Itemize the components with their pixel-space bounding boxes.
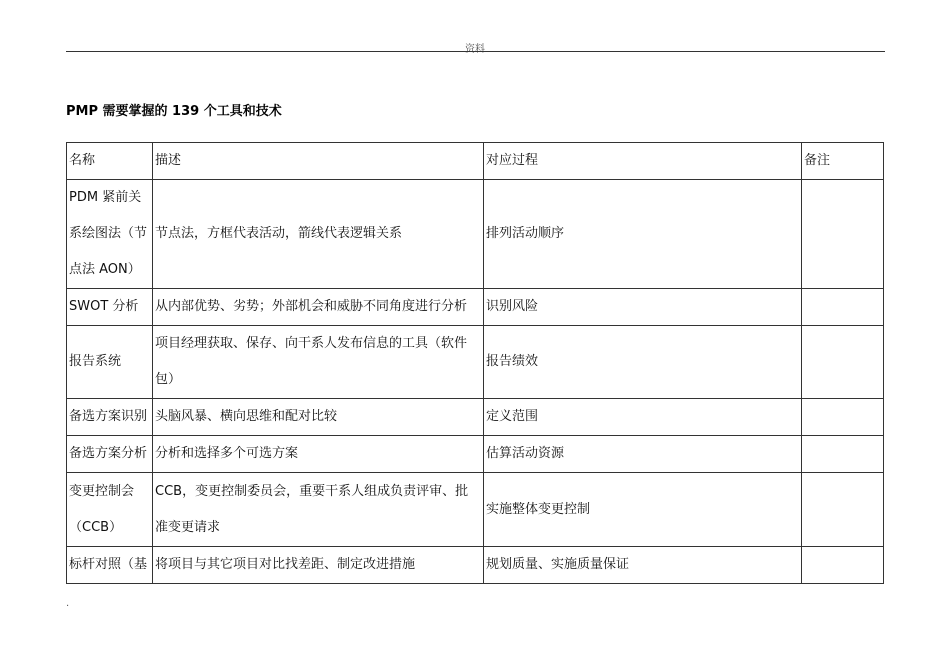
table-row	[67, 547, 884, 584]
cell-note	[802, 436, 884, 473]
table-row	[67, 436, 884, 473]
cell-note	[802, 399, 884, 436]
footer-mark: .	[66, 598, 70, 609]
table-row	[67, 399, 884, 436]
table-row	[67, 180, 884, 289]
cell-description: CCB，变更控制委员会，重要干系人组成负责评审、批准变更请求	[153, 473, 484, 547]
page-header: 资料	[465, 44, 485, 55]
cell-name: SWOT 分析	[67, 289, 153, 326]
column-header-process: 对应过程	[484, 143, 802, 180]
column-header-name: 名称	[67, 143, 153, 180]
table-header-row	[67, 143, 884, 180]
table-row	[67, 326, 884, 399]
cell-description: 分析和选择多个可选方案	[153, 436, 484, 473]
cell-description: 从内部优势、劣势；外部机会和威胁不同角度进行分析	[153, 289, 484, 326]
tools-table	[66, 142, 884, 584]
cell-note	[802, 473, 884, 547]
cell-note	[802, 289, 884, 326]
column-header-description: 描述	[153, 143, 484, 180]
cell-process: 排列活动顺序	[484, 180, 802, 289]
cell-name: 备选方案分析	[67, 436, 153, 473]
cell-process: 估算活动资源	[484, 436, 802, 473]
cell-name: 变更控制会（CCB）	[67, 473, 153, 547]
cell-process: 规划质量、实施质量保证	[484, 547, 802, 584]
document-title: PMP 需要掌握的 139 个工具和技术	[66, 104, 282, 119]
cell-note	[802, 180, 884, 289]
cell-process: 识别风险	[484, 289, 802, 326]
cell-description: 将项目与其它项目对比找差距、制定改进措施	[153, 547, 484, 584]
cell-note	[802, 547, 884, 584]
column-header-note: 备注	[802, 143, 884, 180]
cell-name: 报告系统	[67, 326, 153, 399]
cell-process: 实施整体变更控制	[484, 473, 802, 547]
cell-description: 项目经理获取、保存、向干系人发布信息的工具（软件包）	[153, 326, 484, 399]
header-rule	[66, 51, 885, 52]
cell-description: 头脑风暴、横向思维和配对比较	[153, 399, 484, 436]
cell-process: 报告绩效	[484, 326, 802, 399]
table-row	[67, 473, 884, 547]
cell-name: 备选方案识别	[67, 399, 153, 436]
cell-note	[802, 326, 884, 399]
cell-name: 标杆对照（基	[67, 547, 153, 584]
table-row	[67, 289, 884, 326]
cell-description: 节点法，方框代表活动，箭线代表逻辑关系	[153, 180, 484, 289]
cell-process: 定义范围	[484, 399, 802, 436]
cell-name: PDM 紧前关系绘图法（节点法 AON）	[67, 180, 153, 289]
